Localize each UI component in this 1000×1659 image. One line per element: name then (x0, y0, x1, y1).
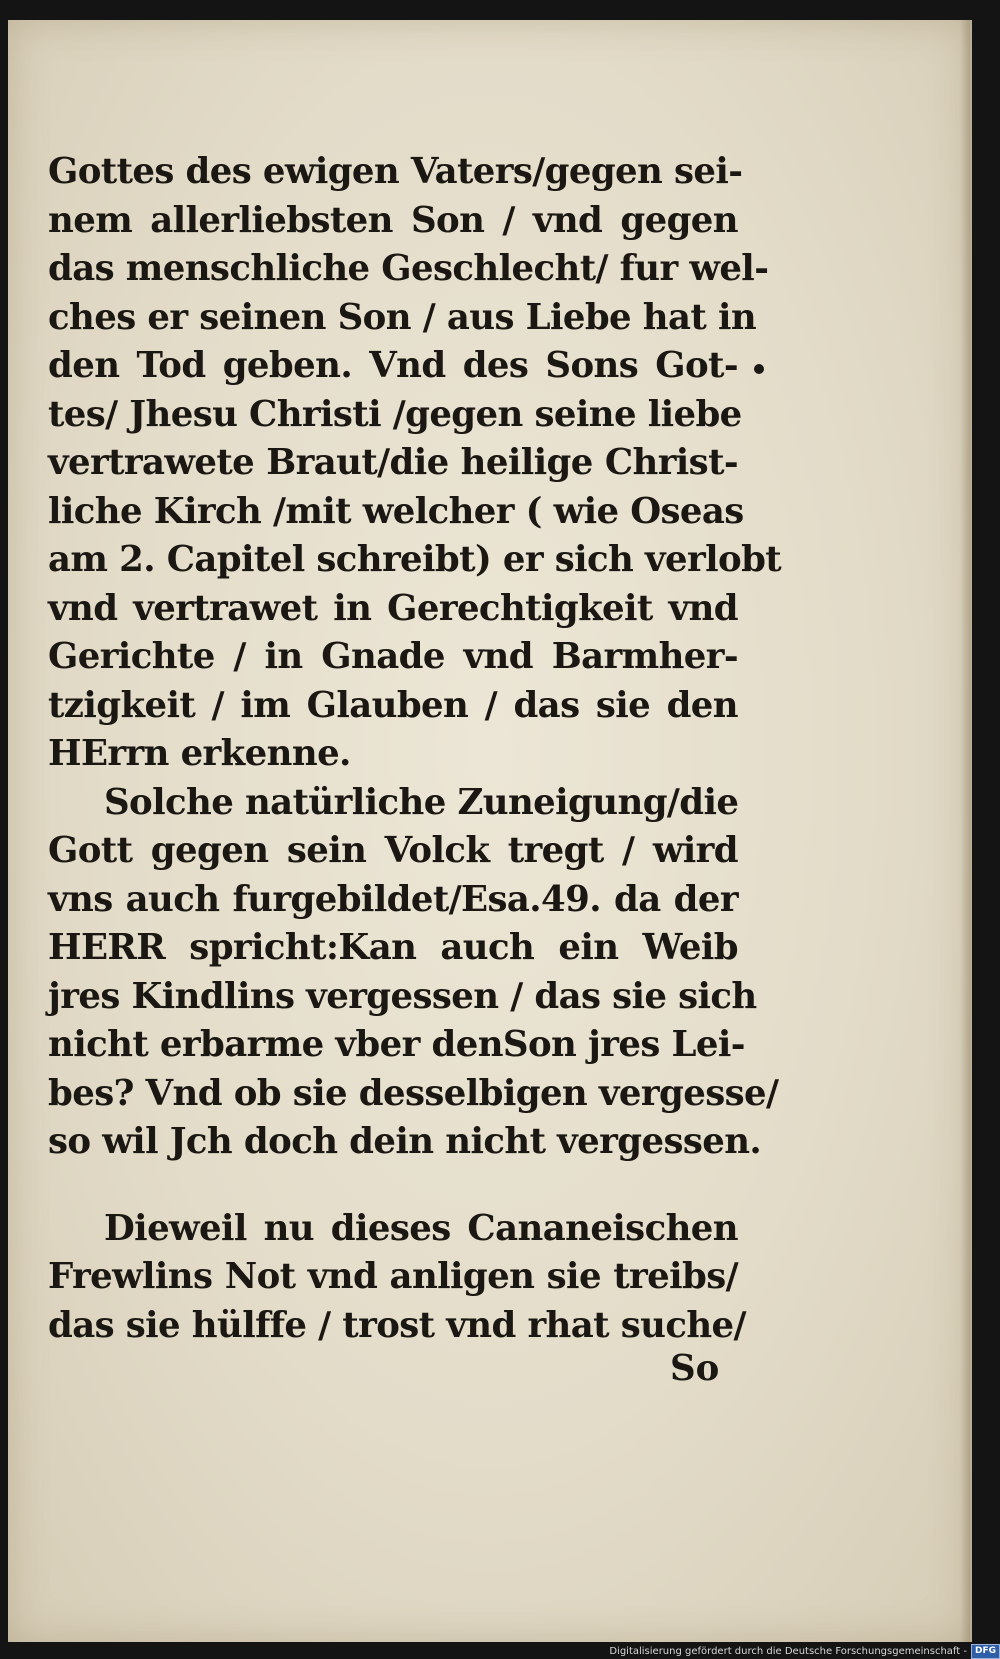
paragraph-1 (48, 148, 782, 779)
text-line: vertrawete Braut/die heilige Christ- (48, 442, 738, 483)
text-line: Gottes des ewigen Vaters/gegen sei- (48, 151, 743, 192)
text-line: Solche natürliche Zuneigung/die (104, 781, 739, 823)
text-line: am 2. Capitel schreibt) er sich verlobt (48, 539, 782, 580)
text-line: Frewlins Not vnd anligen sie treibs/ (48, 1256, 738, 1297)
footer-credit: Digitalisierung gefördert durch die Deutsche Forschungsgemeinschaft - (609, 1646, 967, 1657)
page-edge-shadow (960, 20, 970, 1642)
catchword: So (670, 1348, 720, 1389)
dfg-logo-icon: DFG (971, 1644, 1000, 1659)
text-line: ches er seinen Son / aus Liebe hat in (48, 296, 757, 338)
text-line: das menschliche Geschlecht/ fur wel- (48, 248, 769, 289)
digitization-footer (603, 1644, 1000, 1659)
text-line: HErrn erkenne. (48, 733, 351, 774)
text-line: liche Kirch /mit welcher ( wie Oseas (48, 490, 744, 532)
text-line: vns auch furgebildet/Esa.49. da der (48, 878, 738, 920)
text-line: vnd vertrawet in Gerechtigkeit vnd (48, 587, 738, 629)
text-line: Gott gegen sein Volck tregt / wird (48, 830, 738, 871)
margin-dot-mark (754, 364, 764, 374)
text-line: tzigkeit / im Glauben / das sie den (48, 684, 738, 726)
paragraph-2 (48, 779, 779, 1167)
text-line: tes/ Jhesu Christi /gegen seine liebe (48, 393, 742, 435)
text-line: das sie hülffe / trost vnd rhat suche/ (48, 1304, 746, 1346)
book-page (8, 20, 972, 1642)
body-text (48, 148, 782, 1350)
text-line: Gerichte / in Gnade vnd Barmher- (48, 636, 738, 677)
paragraph-spacer (48, 1167, 738, 1205)
text-line: HERR spricht:Kan auch ein Weib (48, 927, 738, 968)
text-line: nem allerliebsten Son / vnd gegen (48, 199, 738, 241)
text-line: so wil Jch doch dein nicht vergessen. (48, 1121, 762, 1162)
text-line: bes? Vnd ob sie desselbigen vergesse/ (48, 1072, 779, 1114)
text-line: jres Kindlins vergessen / das sie sich (48, 975, 757, 1017)
text-line: Dieweil nu dieses Cananeischen (104, 1207, 738, 1249)
text-line: nicht erbarme vber denSon jres Lei- (48, 1024, 745, 1065)
text-line: den Tod geben. Vnd des Sons Got- (48, 345, 738, 386)
paragraph-3 (48, 1205, 746, 1351)
